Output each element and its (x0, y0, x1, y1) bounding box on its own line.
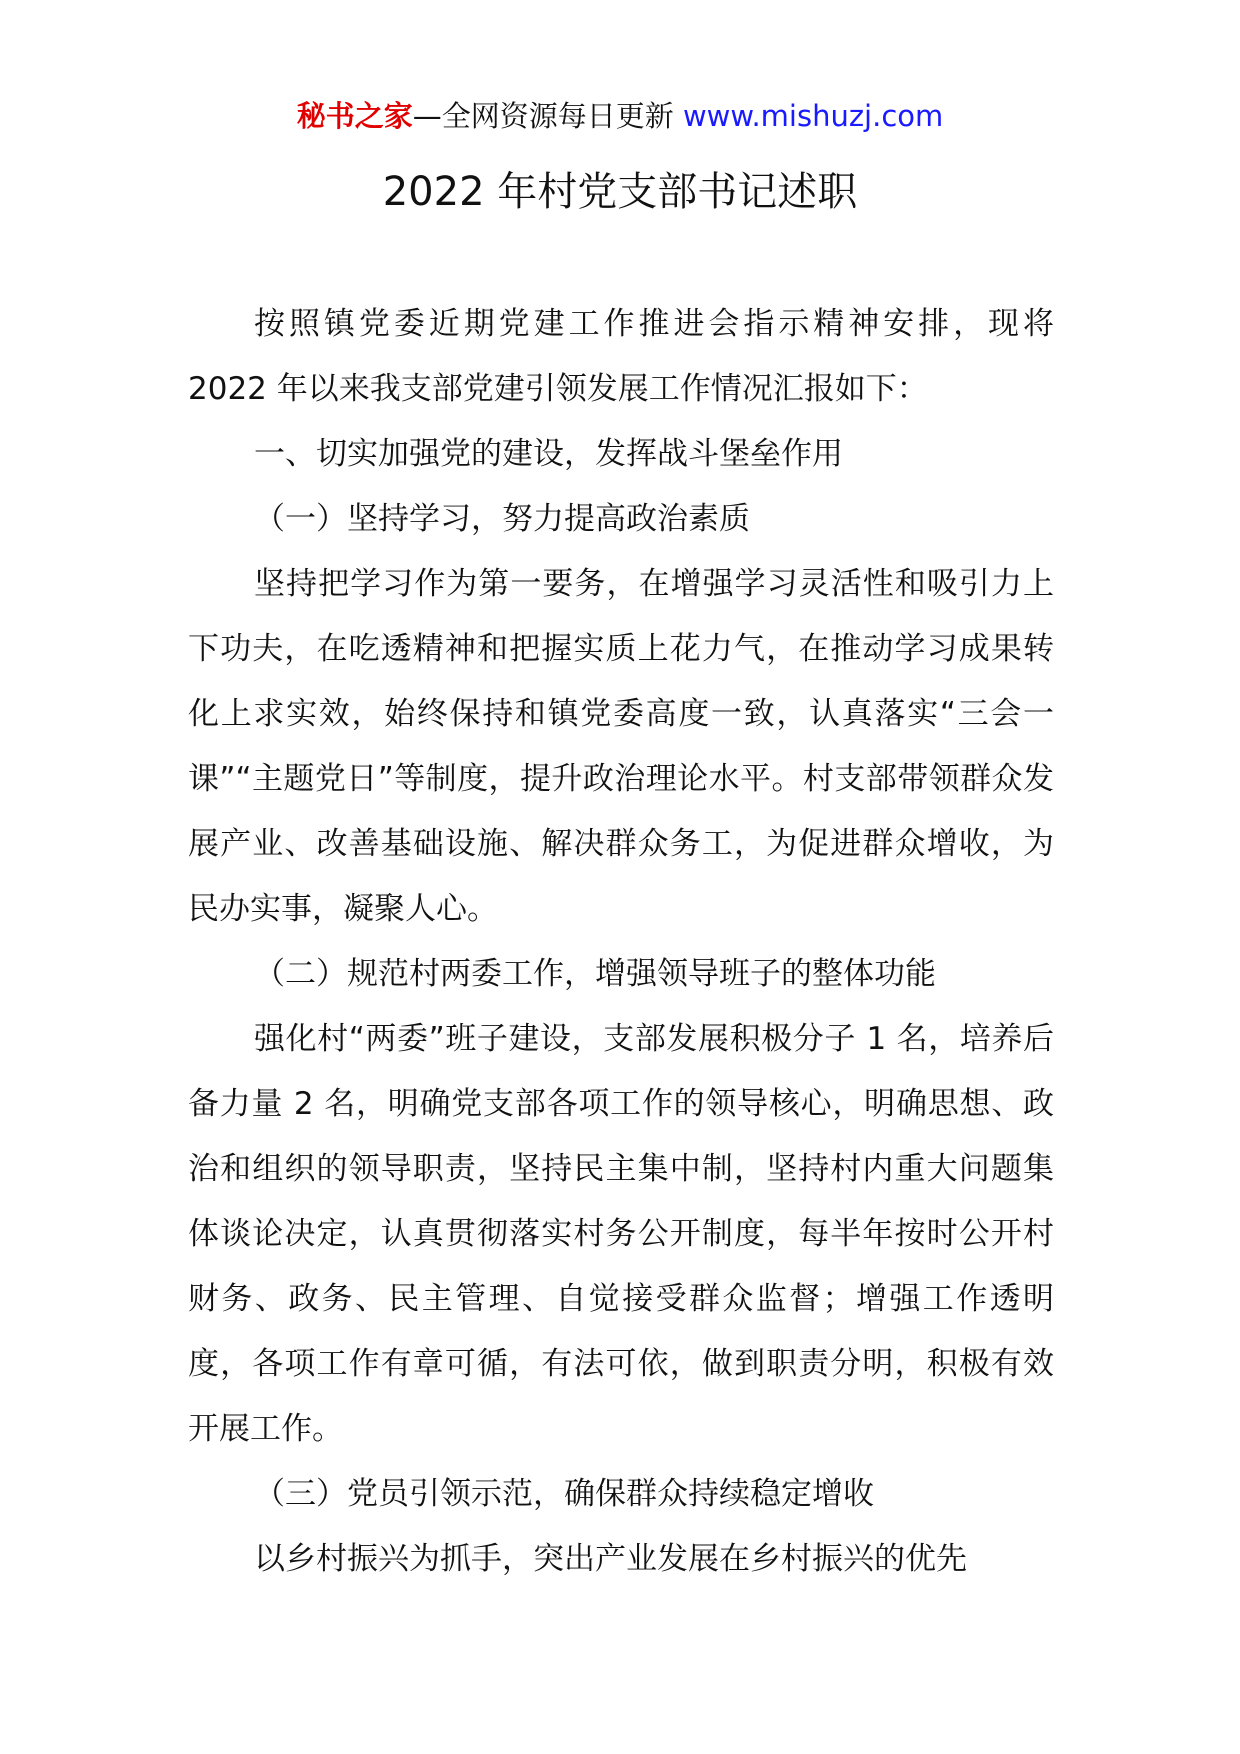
site-tagline: —全网资源每日更新 (412, 99, 683, 133)
section-heading-1: 一、切实加强党的建设，发挥战斗堡垒作用 (254, 436, 843, 472)
paragraph-intro: 按照镇党委近期党建工作推进会指示精神安排，现将 2022 年以来我支部党建引领发展工作情况汇报如下： (188, 306, 1054, 407)
paragraph-study: 坚持把学习作为第一要务，在增强学习灵活性和吸引力上下功夫，在吃透精神和把握实质上花力气，在推动学习成果转化上求实效，始终保持和镇党委高度一致，认真落实“三会一课”“主题党日”等制度，提升政治理论水平。村支部带领群众发展产业、改善基础设施、解决群众务工，为促进群众增收，为民办实事，凝聚人心。 (188, 566, 1054, 927)
paragraph-revitalization: 以乡村振兴为抓手，突出产业发展在乡村振兴的优先 (254, 1541, 967, 1577)
subsection-heading-1: （一）坚持学习，努力提高政治素质 (254, 501, 750, 537)
site-header (0, 96, 1240, 136)
site-brand: 秘书之家 (296, 99, 413, 133)
document-body (188, 292, 1054, 1592)
document-title: 2022 年村党支部书记述职 (382, 169, 858, 215)
paragraph-committee: 强化村“两委”班子建设，支部发展积极分子 1 名，培养后备力量 2 名，明确党支部各项工作的领导核心，明确思想、政治和组织的领导职责，坚持民主集中制，坚持村内重大问题集体谈论决定，认真贯彻落实村务公开制度，每半年按时公开村财务、政务、民主管理、自觉接受群众监督；增强工作透明度，各项工作有章可循，有法可依，做到职责分明，积极有效开展工作。 (188, 1021, 1054, 1447)
subsection-heading-3: （三）党员引领示范，确保群众持续稳定增收 (254, 1476, 874, 1512)
site-url-link[interactable]: www.mishuzj.com (682, 99, 944, 133)
subsection-heading-2: （二）规范村两委工作，增强领导班子的整体功能 (254, 956, 936, 992)
